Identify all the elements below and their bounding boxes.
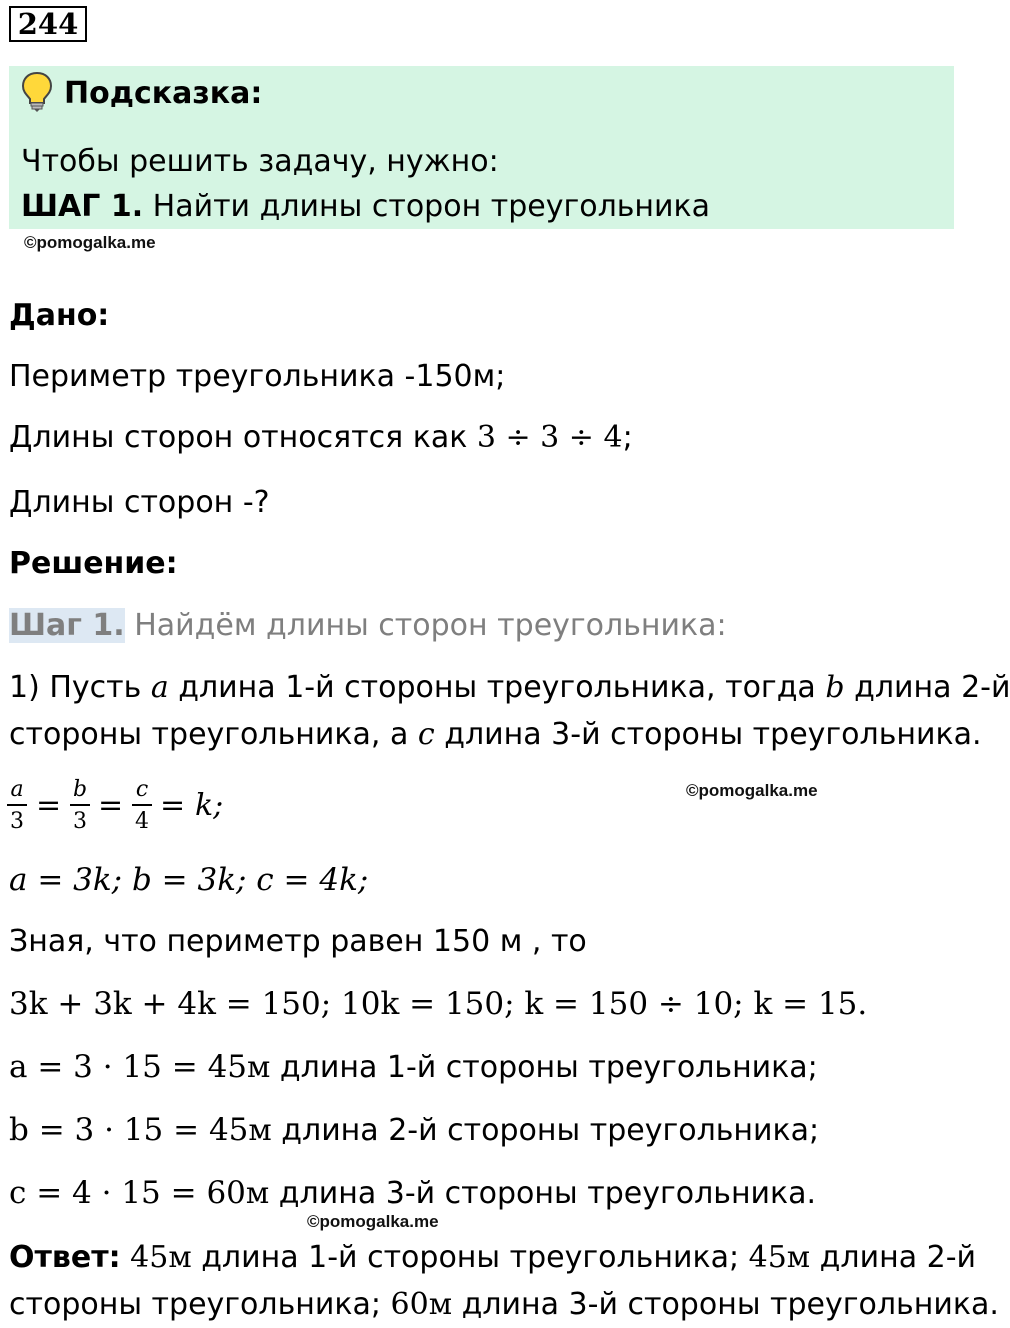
eq-sign: = bbox=[36, 788, 62, 823]
given-question: Длины сторон -? bbox=[9, 485, 270, 520]
text: стороны треугольника; bbox=[9, 1287, 391, 1322]
var-b: b bbox=[825, 670, 845, 705]
perimeter-text: Зная, что периметр равен 150 м , то bbox=[9, 924, 587, 959]
result-c bbox=[9, 1175, 816, 1212]
watermark: ©pomogalka.me bbox=[686, 781, 818, 800]
text: длина 2-й bbox=[810, 1240, 977, 1275]
hint-intro: Чтобы решить задачу, нужно: bbox=[21, 144, 499, 179]
main-equation: 3k + 3k + 4k = 150; 10k = 150; k = 150 ÷ 10; k = 15. bbox=[9, 986, 868, 1022]
value: 45м bbox=[748, 1240, 811, 1275]
math: a = 3 · 15 = 45 bbox=[9, 1049, 248, 1085]
math: c = 4 · 15 = 60 bbox=[9, 1175, 246, 1211]
answer-line2 bbox=[9, 1287, 999, 1323]
fraction-b-over-3 bbox=[70, 778, 90, 834]
watermark: ©pomogalka.me bbox=[24, 233, 156, 252]
given-perimeter: Периметр треугольника -150м; bbox=[9, 359, 506, 394]
frac-den: 3 bbox=[73, 809, 87, 834]
fraction-c-over-4 bbox=[132, 778, 152, 834]
value: 60м bbox=[390, 1287, 453, 1322]
result-a bbox=[9, 1049, 818, 1086]
answer-label: Ответ: bbox=[9, 1240, 121, 1275]
abc-expressions: a = 3k; b = 3k; c = 4k; bbox=[9, 862, 369, 898]
unit: м bbox=[247, 1050, 271, 1085]
frac-tail: k; bbox=[195, 788, 224, 823]
eq-sign: = bbox=[98, 788, 124, 823]
var-a: a bbox=[150, 670, 169, 705]
watermark: ©pomogalka.me bbox=[307, 1212, 439, 1231]
frac-num: a bbox=[10, 777, 24, 802]
unit: м bbox=[248, 1113, 272, 1148]
value: 45м bbox=[120, 1240, 192, 1275]
frac-num: c bbox=[135, 777, 149, 802]
given-ratio bbox=[9, 420, 633, 456]
text: 1) Пусть bbox=[9, 670, 151, 705]
unit: м bbox=[245, 1176, 270, 1211]
solution-para-line2 bbox=[9, 717, 982, 753]
lightbulb-icon bbox=[20, 70, 54, 112]
text: стороны треугольника, а bbox=[9, 717, 418, 752]
frac-num: b bbox=[72, 777, 88, 802]
given-title: Дано: bbox=[9, 298, 110, 333]
solution-para-line1 bbox=[9, 670, 1010, 706]
solution-step-label: Шаг 1. bbox=[9, 608, 125, 643]
result-b bbox=[9, 1112, 819, 1149]
var-c: c bbox=[417, 717, 435, 752]
solution-step-text: Найдём длины сторон треугольника: bbox=[124, 608, 727, 643]
fraction-a-over-3 bbox=[7, 778, 27, 834]
text: длина 2-й bbox=[844, 670, 1010, 705]
text: длина 3-й стороны треугольника. bbox=[452, 1287, 999, 1322]
given-ratio-text: Длины сторон относятся как bbox=[9, 420, 477, 455]
solution-title: Решение: bbox=[9, 546, 178, 581]
hint-step-text: Найти длины сторон треугольника bbox=[143, 189, 711, 224]
solution-step bbox=[9, 608, 727, 644]
math: b = 3 · 15 = 45 bbox=[9, 1112, 249, 1148]
hint-step bbox=[21, 189, 710, 225]
text: длина 3-й стороны треугольника. bbox=[269, 1176, 817, 1211]
text: длина 1-й стороны треугольника; bbox=[270, 1050, 818, 1085]
text: длина 2-й стороны треугольника; bbox=[271, 1113, 820, 1148]
given-ratio-end: ; bbox=[622, 420, 633, 455]
task-number: 244 bbox=[9, 6, 87, 42]
given-ratio-math: 3 ÷ 3 ÷ 4 bbox=[476, 420, 623, 455]
text: длина 1-й стороны треугольника; bbox=[191, 1240, 749, 1275]
frac-den: 3 bbox=[10, 809, 24, 834]
text: длина 3-й стороны треугольника. bbox=[434, 717, 982, 752]
text: длина 1-й стороны треугольника, тогда bbox=[168, 670, 826, 705]
eq-sign: = bbox=[160, 788, 186, 823]
hint-title: Подсказка: bbox=[64, 76, 263, 111]
answer-line1 bbox=[9, 1240, 976, 1276]
frac-den: 4 bbox=[135, 809, 149, 834]
hint-step-label: ШАГ 1. bbox=[21, 189, 144, 224]
